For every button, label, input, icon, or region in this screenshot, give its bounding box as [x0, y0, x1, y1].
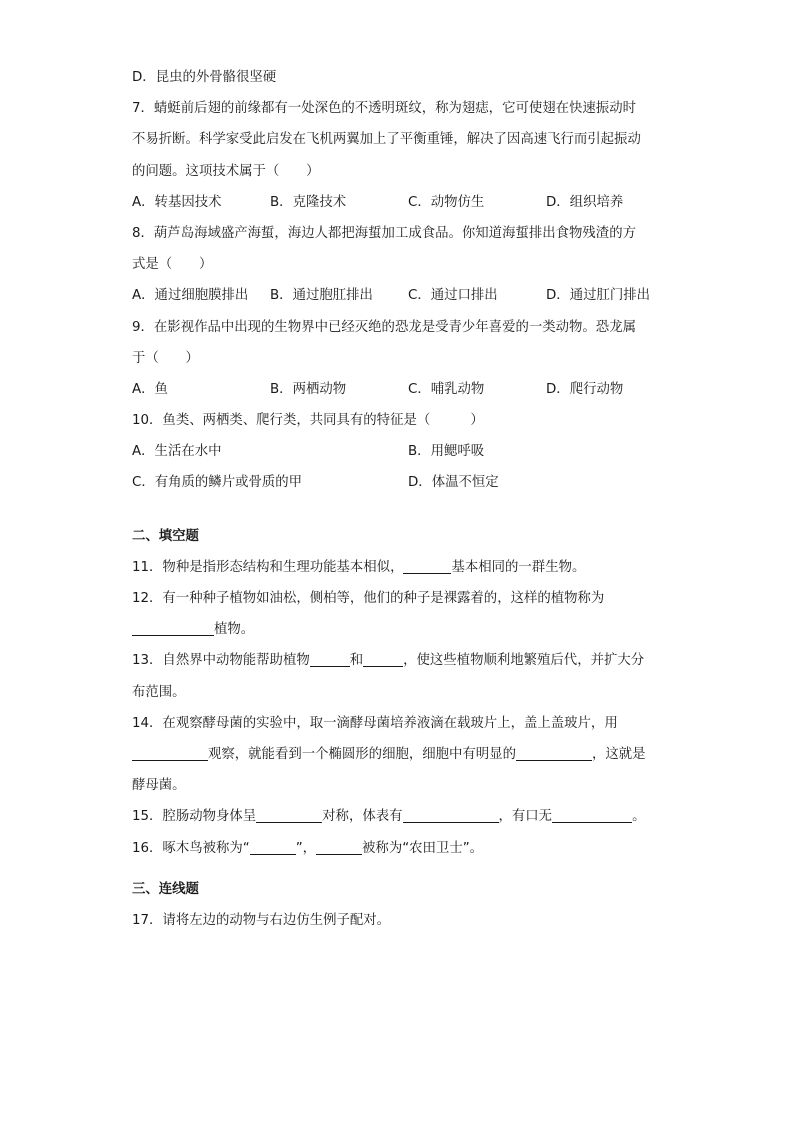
q8-options	[132, 280, 662, 311]
q7-line-2: 不易折断。科学家受此启发在飞机两翼加上了平衡重锤，解决了因高速飞行而引起振动	[132, 132, 641, 148]
q12-blank-1[interactable]	[132, 618, 214, 636]
q16-blank-2[interactable]	[316, 837, 362, 855]
question-17: 17．请将左边的动物与右边仿生例子配对。	[132, 912, 391, 928]
q11-blank-1[interactable]	[403, 556, 451, 574]
q15-blank-1[interactable]	[256, 805, 322, 823]
q8-option-b[interactable]: B．通过胞肛排出	[270, 288, 373, 304]
q8-line-1: 8．葫芦岛海域盛产海蜇，海边人都把海蜇加工成食品。你知道海蜇排出食物残渣的方	[132, 225, 636, 241]
section-fill-in-title: 二、填空题	[132, 528, 199, 544]
question-8	[132, 218, 662, 312]
q7-line-3: 的问题。这项技术属于（ ）	[132, 163, 320, 179]
q13-text-a: 13．自然界中动物能帮助植物	[132, 653, 310, 669]
q16-text-b: ”，	[295, 840, 317, 856]
q9-option-c[interactable]: C．哺乳动物	[408, 381, 485, 397]
q10-option-c[interactable]: C．有角质的鳞片或骨质的甲	[132, 475, 303, 491]
question-14	[132, 708, 662, 802]
question-16	[132, 833, 662, 864]
question-15	[132, 801, 662, 832]
q14-line-3: 酵母菌。	[132, 778, 186, 794]
q7-option-d[interactable]: D．组织培养	[546, 194, 624, 210]
q8-line-2: 式是（ ）	[132, 257, 213, 273]
q9-line-2: 于（ ）	[132, 350, 199, 366]
q12-line-1: 12．有一种种子植物如油松，侧柏等，他们的种子是裸露着的，这样的植物称为	[132, 591, 605, 606]
q10-option-d[interactable]: D．体温不恒定	[408, 475, 499, 491]
q14-blank-2[interactable]	[516, 743, 592, 761]
question-7	[132, 93, 662, 218]
q13-text-b: 和	[349, 653, 364, 669]
q8-option-d[interactable]: D．通过肛门排出	[546, 288, 651, 304]
q6-option-d: D．昆虫的外骨骼很坚硬	[132, 70, 277, 85]
q16-text-c: 被称为“农田卫士”。	[362, 840, 484, 856]
q12-text-b: 植物。	[214, 622, 255, 638]
q7-option-b[interactable]: B．克隆技术	[270, 194, 347, 210]
q15-blank-3[interactable]	[552, 805, 632, 823]
q13-blank-1[interactable]	[310, 649, 350, 667]
q11-text-b: 基本相同的一群生物。	[451, 559, 586, 575]
q15-text-c: ，有口无	[498, 809, 553, 825]
q9-line-1: 9．在影视作品中出现的生物界中已经灭绝的恐龙是受青少年喜爱的一类动物。恐龙属	[132, 319, 636, 335]
q7-option-a[interactable]: A．转基因技术	[132, 194, 222, 210]
q11-text-a: 11．物种是指形态结构和生理功能基本相似，	[132, 559, 404, 575]
q16-blank-1[interactable]	[250, 837, 296, 855]
q10-option-a[interactable]: A．生活在水中	[132, 444, 222, 460]
q15-text-a: 15．腔肠动物身体呈	[132, 809, 257, 825]
q10-line-1: 10．鱼类、两栖类、爬行类，共同具有的特征是（ ）	[132, 413, 484, 429]
question-13	[132, 645, 662, 707]
q15-blank-2[interactable]	[403, 805, 499, 823]
q9-option-a[interactable]: A．鱼	[132, 381, 168, 397]
q9-options	[132, 374, 662, 405]
q13-text-c: ，使这些植物顺利地繁殖后代，并扩大分	[403, 653, 645, 669]
q16-text-a: 16．啄木鸟被称为“	[132, 840, 250, 856]
question-12	[132, 583, 662, 645]
q13-line-2: 布范围。	[132, 684, 186, 700]
q9-option-d[interactable]: D．爬行动物	[546, 381, 624, 397]
section-matching-title: 三、连线题	[132, 881, 199, 897]
question-11	[132, 552, 662, 583]
q10-options-row-2	[132, 467, 662, 498]
q15-text-b: 对称，体表有	[322, 809, 403, 825]
q7-line-1: 7．蜻蜓前后翅的前缘都有一处深色的不透明斑纹，称为翅痣，它可使翅在快速振动时	[132, 101, 636, 117]
q9-option-b[interactable]: B．两栖动物	[270, 381, 347, 397]
question-10	[132, 405, 662, 499]
q14-text-b: 观察，就能看到一个椭圆形的细胞，细胞中有明显的	[208, 746, 516, 762]
worksheet-page	[132, 62, 662, 936]
q14-line-1: 14．在观察酵母菌的实验中，取一滴酵母菌培养液滴在载玻片上，盖上盖玻片，用	[132, 715, 618, 731]
q13-blank-2[interactable]	[363, 649, 403, 667]
q10-option-b[interactable]: B．用鳃呼吸	[408, 444, 485, 460]
q10-options-row-1	[132, 436, 662, 467]
question-9	[132, 312, 662, 406]
q8-option-c[interactable]: C．通过口排出	[408, 288, 498, 304]
q14-text-c: ，这就是	[591, 746, 646, 762]
q14-blank-1[interactable]	[132, 743, 208, 761]
q7-option-c[interactable]: C．动物仿生	[408, 194, 485, 210]
q8-option-a[interactable]: A．通过细胞膜排出	[132, 288, 249, 304]
q7-options	[132, 187, 662, 218]
q15-text-d: 。	[632, 809, 646, 825]
